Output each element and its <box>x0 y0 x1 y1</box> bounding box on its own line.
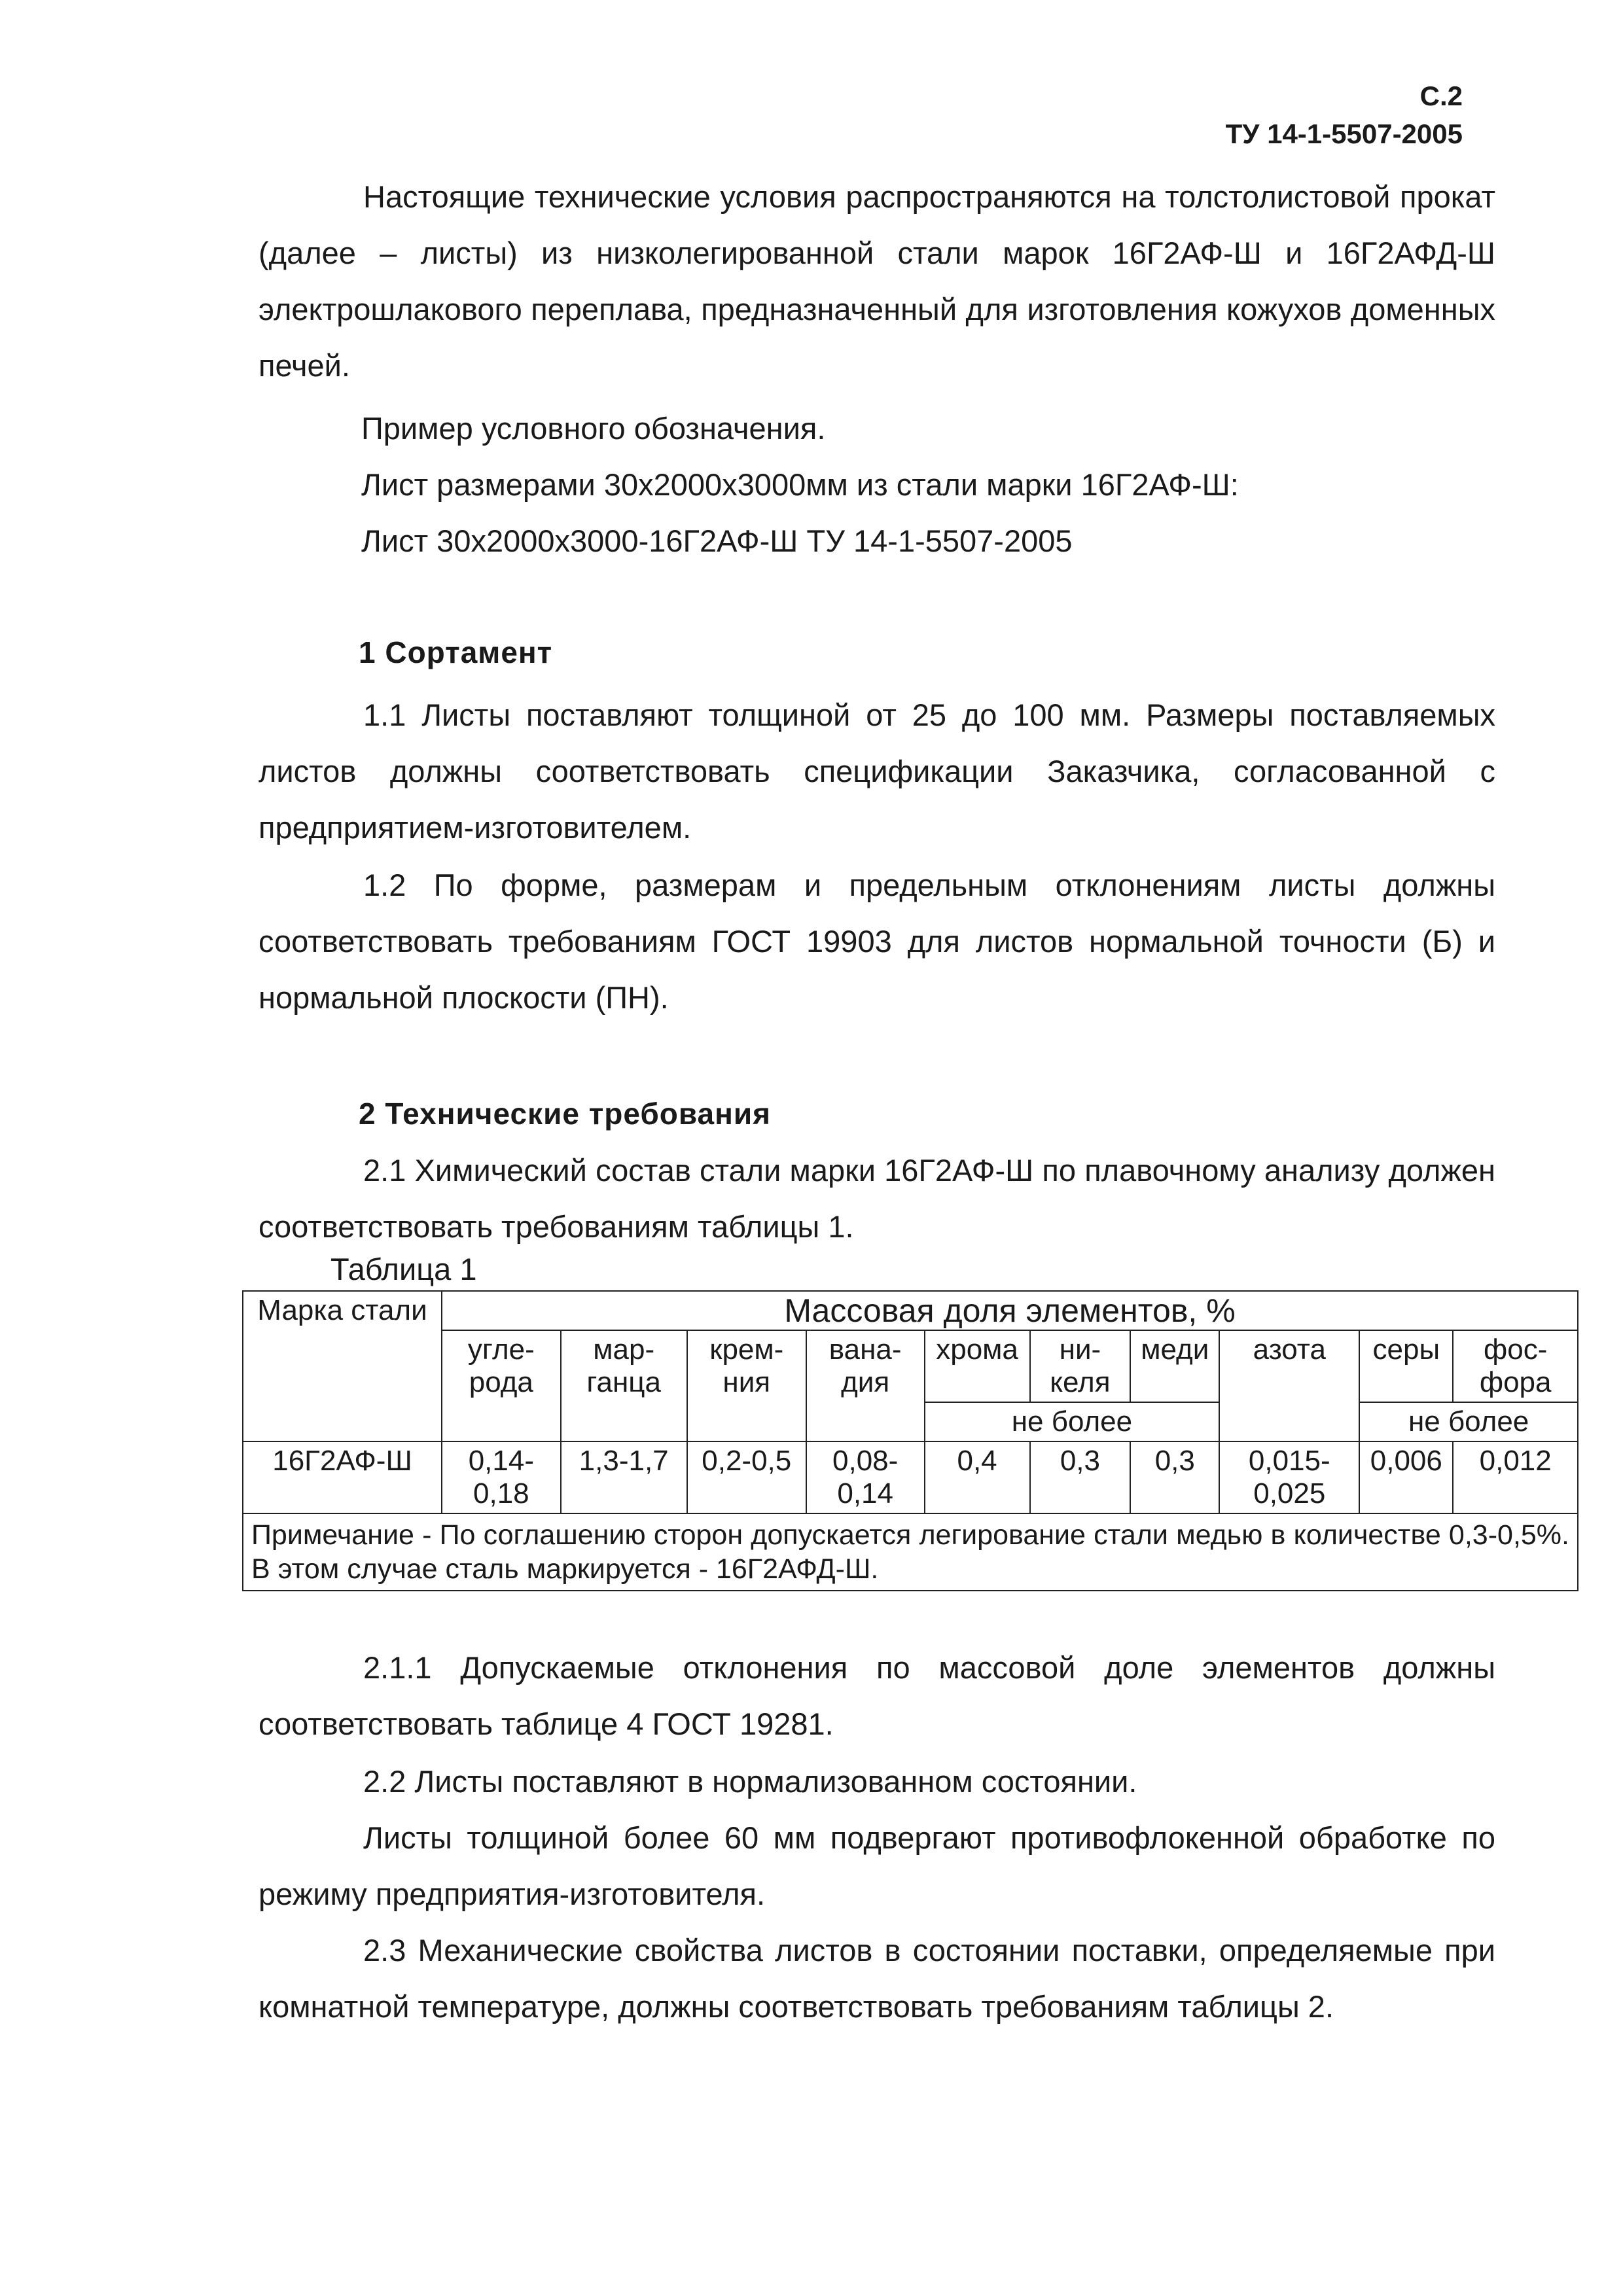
value-cell: 0,006 <box>1359 1441 1453 1513</box>
section-2-title: 2 Технические требования <box>359 1097 771 1131</box>
example-line-2: Лист 30х2000х3000-16Г2АФ-Ш ТУ 14-1-5507-2005 <box>361 523 1073 558</box>
col-copper: меди <box>1130 1330 1219 1402</box>
value-cell: 1,3-1,7 <box>561 1441 687 1513</box>
section-1-title: 1 Сортамент <box>359 635 553 669</box>
mass-fraction-header: Массовая доля элементов, % <box>442 1291 1578 1330</box>
page-number: С.2 <box>1419 80 1463 111</box>
col-phosphorus: фос-фора <box>1453 1330 1578 1402</box>
limit-not-more-2: не более <box>1359 1402 1578 1441</box>
col-vanadium: вана-дия <box>806 1330 925 1441</box>
col-manganese: мар-ганца <box>561 1330 687 1441</box>
value-cell: 0,08-0,14 <box>806 1441 925 1513</box>
example-title: Пример условного обозначения. <box>361 411 826 446</box>
table-note: Примечание - По соглашению сторон допускается легирование стали медью в количестве 0,3-0,5%. В этом случае сталь маркируется - 16Г2АФД-Ш. <box>243 1513 1578 1591</box>
intro-paragraph: Настоящие технические условия распространяются на толстолистовой прокат (далее – листы) из низколегированной стали марок 16Г2АФ-Ш и 16Г2АФД-Ш электрошлакового переплава, предназначенный для изготовления кожухов доменных печей. <box>259 179 1495 383</box>
col-sulfur: серы <box>1359 1330 1453 1402</box>
limit-not-more-1: не более <box>925 1402 1220 1441</box>
table-1 <box>242 1290 1578 1591</box>
value-cell: 0,2-0,5 <box>687 1441 806 1513</box>
col-nitrogen: азота <box>1219 1330 1359 1441</box>
clause-2-3: 2.3 Механические свойства листов в состоянии поставки, определяемые при комнатной температуре, должны соответствовать требованиям таблицы 2. <box>259 1933 1495 2024</box>
value-cell: 0,14-0,18 <box>442 1441 561 1513</box>
col-silicon: крем-ния <box>687 1330 806 1441</box>
clause-2-1-1: 2.1.1 Допускаемые отклонения по массовой доле элементов должны соответствовать таблице 4 ГОСТ 19281. <box>259 1650 1495 1741</box>
value-cell: 0,3 <box>1130 1441 1219 1513</box>
value-cell: 0,015-0,025 <box>1219 1441 1359 1513</box>
clause-2-1: 2.1 Химический состав стали марки 16Г2АФ-Ш по плавочному анализу должен соответствовать требованиям таблицы 1. <box>259 1153 1495 1244</box>
col-chromium: хрома <box>925 1330 1030 1402</box>
col-nickel: ни-келя <box>1030 1330 1131 1402</box>
page-header <box>1226 77 1463 153</box>
value-cell: 0,4 <box>925 1441 1030 1513</box>
heat-treatment-paragraph: Листы толщиной более 60 мм подвергают противофлокенной обработке по режиму предприятия-изготовителя. <box>259 1820 1495 1911</box>
clause-1-1: 1.1 Листы поставляют толщиной от 25 до 100 мм. Размеры поставляемых листов должны соответствовать спецификации Заказчика, согласованной с предприятием-изготовителем. <box>259 698 1495 845</box>
table-row <box>243 1441 1578 1513</box>
table-1-caption: Таблица 1 <box>330 1252 477 1286</box>
value-cell: 0,012 <box>1453 1441 1578 1513</box>
grade-cell: 16Г2АФ-Ш <box>243 1441 442 1513</box>
col-carbon: угле-рода <box>442 1330 561 1441</box>
grade-header: Марка стали <box>243 1291 442 1441</box>
example-line-1: Лист размерами 30х2000х3000мм из стали марки 16Г2АФ-Ш: <box>361 467 1239 502</box>
clause-2-2: 2.2 Листы поставляют в нормализованном состоянии. <box>363 1764 1137 1799</box>
value-cell: 0,3 <box>1030 1441 1131 1513</box>
clause-1-2: 1.2 По форме, размерам и предельным отклонениям листы должны соответствовать требованиям ГОСТ 19903 для листов нормальной точности (Б) и нормальной плоскости (ПН). <box>259 868 1495 1015</box>
document-code: ТУ 14-1-5507-2005 <box>1225 118 1463 149</box>
